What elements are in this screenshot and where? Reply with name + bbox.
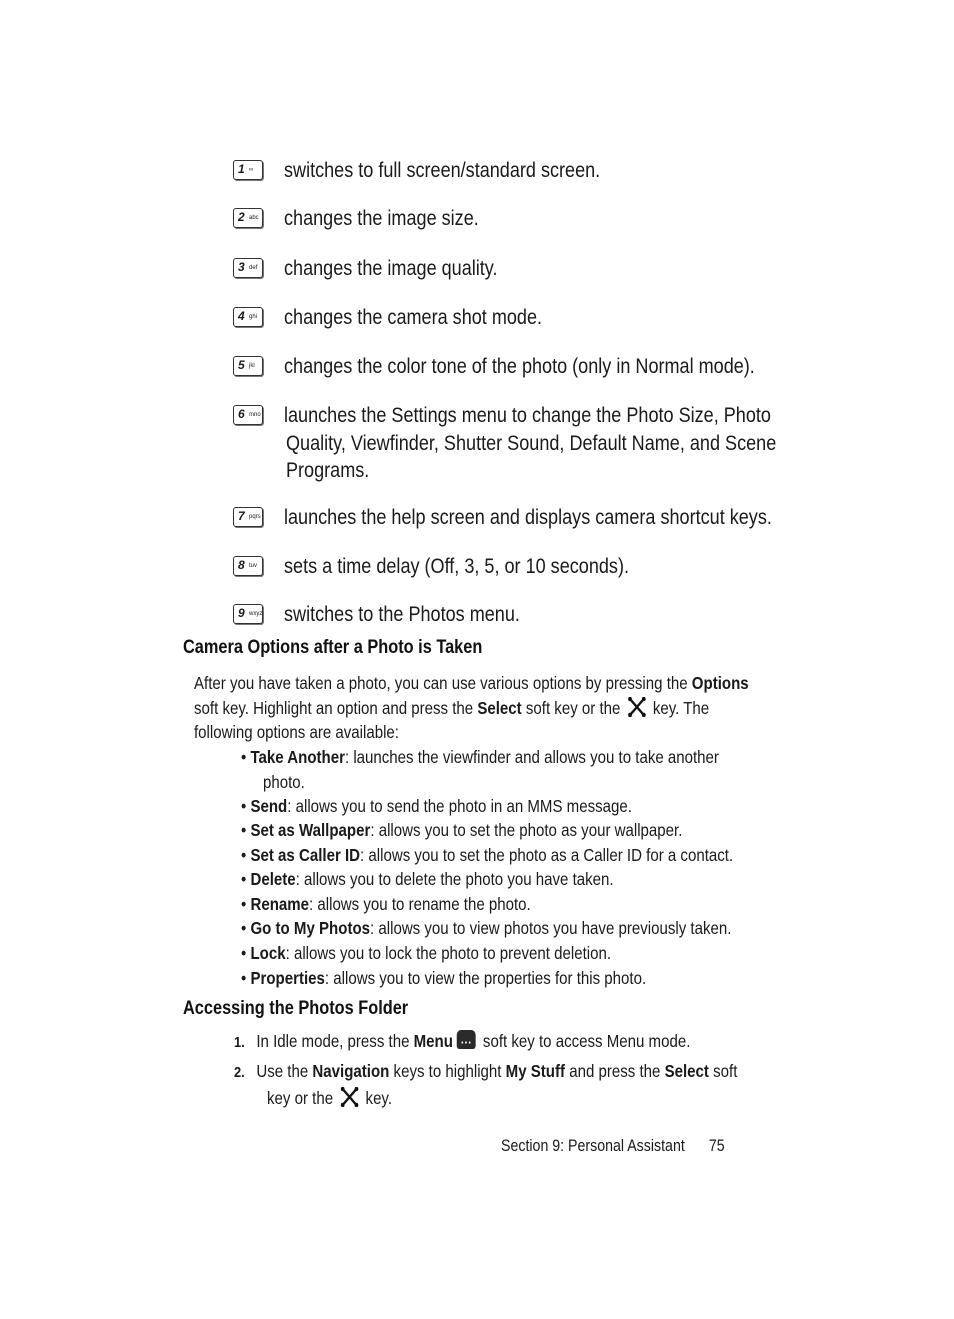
key-row-text: changes the image quality. — [284, 257, 498, 280]
key-row-text-line: launches the Settings menu to change the Photo Size, Photo — [284, 404, 771, 427]
key-1-icon: 1 ∞ — [233, 160, 263, 180]
footer-section: Section 9: Personal Assistant — [501, 1137, 685, 1155]
list-item: • Send: allows you to send the photo in an MMS message. — [241, 796, 632, 816]
navigation-key-icon — [340, 1087, 359, 1107]
key-row-text: changes the image size. — [284, 207, 479, 230]
list-item: • Take Another: launches the viewfinder and allows you to take another photo. — [241, 747, 719, 792]
key-row-text-line: Quality, Viewfinder, Shutter Sound, Default Name, and Scene — [286, 431, 777, 455]
key-row-text: changes the color tone of the photo (only in Normal mode). — [284, 355, 755, 378]
key-7-icon: 7 pqrs — [233, 507, 263, 527]
key-2-icon: 2 abc — [233, 208, 263, 228]
section-heading-photos-folder: Accessing the Photos Folder — [183, 998, 409, 1019]
list-item: • Set as Wallpaper: allows you to set the photo as your wallpaper. — [241, 820, 683, 840]
step-1: 1. In Idle mode, press the Menu··· soft key to access Menu mode. — [234, 1029, 765, 1056]
key-row-text: sets a time delay (Off, 3, 5, or 10 seconds). — [284, 555, 629, 578]
section-heading-camera-options: Camera Options after a Photo is Taken — [183, 637, 483, 658]
list-item: • Go to My Photos: allows you to view photos you have previously taken. — [241, 918, 732, 938]
list-item: • Lock: allows you to lock the photo to prevent deletion. — [241, 943, 612, 963]
list-item: • Properties: allows you to view the properties for this photo. — [241, 968, 647, 988]
key-row-text: changes the camera shot mode. — [284, 306, 543, 329]
key-row-text: switches to the Photos menu. — [284, 603, 520, 626]
list-item: • Set as Caller ID: allows you to set the photo as a Caller ID for a contact. — [241, 845, 734, 865]
intro-paragraph: After you have taken a photo, you can use various options by pressing the Options soft key. Highlight an option and press the Select soft key or the key. The following options are available: — [194, 673, 749, 742]
key-4-icon: 4 ghi — [233, 307, 263, 327]
key-9-icon: 9 wxyz — [233, 604, 263, 624]
key-row-text: launches the help screen and displays camera shortcut keys. — [284, 506, 772, 529]
key-row-text-line: Programs. — [286, 459, 370, 482]
menu-key-icon — [456, 1030, 475, 1049]
key-6-icon: 6 mno — [233, 405, 263, 425]
step-2: 2. Use the Navigation keys to highlight My Stuff and press the Select soft key or the key. — [234, 1061, 738, 1108]
list-item: • Delete: allows you to delete the photo you have taken. — [241, 869, 614, 889]
list-item: • Rename: allows you to rename the photo. — [241, 894, 531, 914]
key-row-text: switches to full screen/standard screen. — [284, 159, 601, 182]
key-8-icon: 8 tuv — [233, 556, 263, 576]
page-number: 75 — [708, 1137, 725, 1155]
key-5-icon: 5 jkl — [233, 356, 263, 376]
navigation-key-icon — [627, 697, 646, 717]
key-3-icon: 3 def — [233, 258, 263, 278]
page-footer — [501, 1137, 761, 1156]
